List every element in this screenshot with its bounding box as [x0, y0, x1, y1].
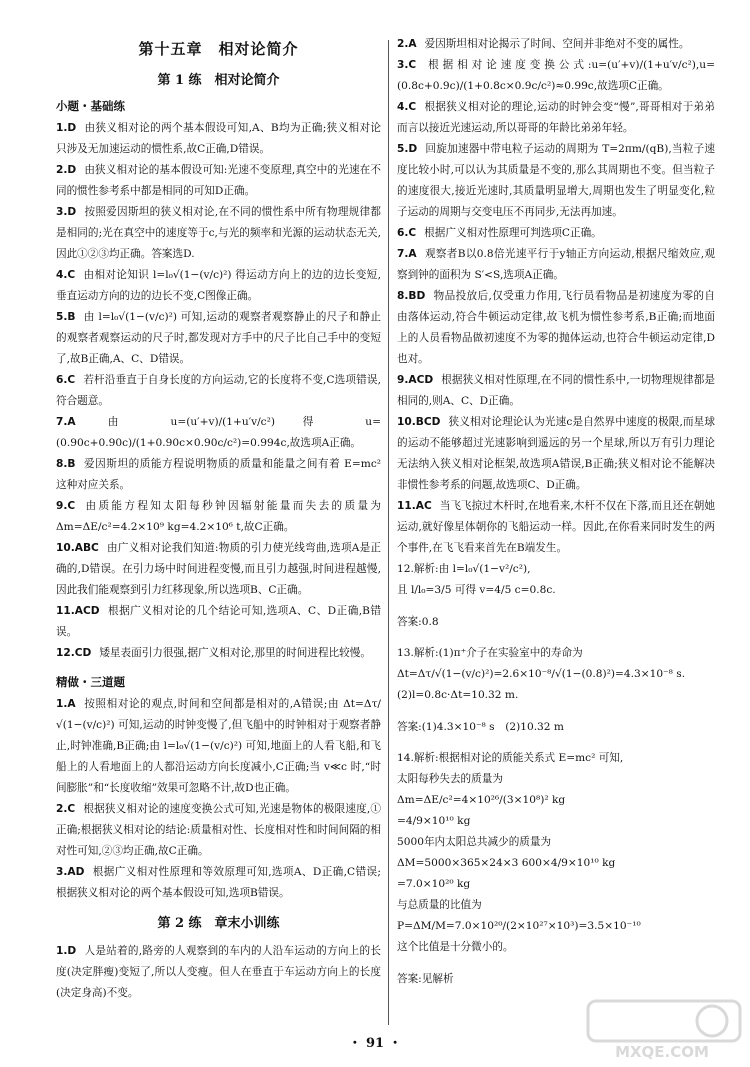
answer-key: 7.A	[397, 248, 417, 260]
watermark-logo	[584, 997, 744, 1063]
answer-explanation: 矮星表面引力很强,据广义相对论,那里的时间进程比较慢。	[99, 647, 371, 659]
answer-item	[56, 265, 381, 307]
answer-item	[56, 496, 381, 538]
answer-item	[397, 286, 715, 370]
left-column	[56, 34, 381, 1004]
answer-explanation: 根据广义相对性原理和等效原理可知,选项A、D正确,C错误;根据狭义相对论的两个基本假设可知,选项B错误。	[56, 866, 381, 899]
answer-item	[397, 496, 715, 559]
question-13	[397, 643, 715, 738]
basic-answers	[56, 118, 381, 664]
answer-explanation: 由 u=(u′+v)/(1+u′v/c²) 得 u=(0.90c+0.90c)/(1+0.90c×0.90c/c²)=0.994c,故选项A正确。	[56, 416, 381, 449]
answer-item	[56, 862, 381, 904]
answer-key: 11.AC	[397, 500, 432, 512]
answer-explanation: 由广义相对论我们知道:物质的引力使光线弯曲,选项A是正确的,D错误。在引力场中时间进程变慢,而且引力越强,时间进程越慢,因此我们能观察到引力红移现象,所以选项B、C正确。	[56, 542, 381, 596]
answer-key: 2.D	[56, 164, 77, 176]
answer-explanation: 由相对论知识 l=l₀√(1−(v/c)²) 得运动方向上的边的边长变短,垂直运动方向的边的边长不变,C图像正确。	[56, 269, 381, 302]
q13-formula: Δt=Δτ/√(1−(v/c)²)=2.6×10⁻⁸/√(1−(0.8)²)=4.3×10⁻⁸ s.	[397, 668, 686, 681]
answer-explanation: 当飞飞掠过木杆时,在地看来,木杆不仅在下落,而且还在朝她运动,就好像星体朝你的飞船运动一样。因此,在你看来同时发生的两个事件,在飞飞看来首先在B端发生。	[397, 500, 715, 554]
lesson-title-2: 第 2 练 章末小训练	[157, 916, 280, 931]
answer-key: 11.ACD	[56, 605, 100, 617]
answer-explanation: 由质能方程知太阳每秒钟因辐射能量而失去的质量为 Δm=ΔE/c²=4.2×10⁹ kg=4.2×10⁶ t,故C正确。	[56, 500, 381, 533]
page-number: ・ 91 ・	[348, 1036, 402, 1051]
review-answers	[56, 941, 381, 1004]
advanced-answers	[56, 694, 381, 904]
answer-item	[56, 118, 381, 160]
answer-item	[56, 538, 381, 601]
answer-explanation: 根据狭义相对论的速度变换公式可知,光速是物体的极限速度,①正确;根据狭义相对论的结论:质量相对性、长度相对性和时间间隔的相对性可知,②③均正确,故C正确。	[56, 803, 381, 857]
answer-key: 10.BCD	[397, 416, 441, 428]
answer-key: 6.C	[56, 374, 76, 386]
lesson-title-1: 第 1 练 相对论简介	[157, 73, 280, 88]
answer-key: 9.C	[56, 500, 76, 512]
answer-key: 9.ACD	[397, 374, 434, 386]
q13-answer: 答案:(1)4.3×10⁻⁸ s (2)10.32 m	[397, 720, 564, 733]
answer-item	[56, 454, 381, 496]
answer-explanation: 回旋加速器中带电粒子运动的周期为 T=2πm/(qB),当粒子速度比较小时,可以认为其质量是不变的,那么其周期也不变。但当粒子的速度很大,接近光速时,其质量明显增大,周期也发生了明显变化,粒子运动的周期与交变电压不再同步,无法再加速。	[397, 143, 715, 218]
answer-item	[397, 244, 715, 286]
answer-explanation: 按照爱因斯坦的狭义相对论,在不同的惯性系中所有物理规律都是相同的;光在真空中的速度等于c,与光的频率和光源的运动状态无关,因此①②③均正确。答案选D.	[56, 206, 381, 260]
answer-item	[56, 941, 381, 1004]
q12-line: 12.解析:由 l=l₀√(1−v²/c²),	[397, 563, 531, 575]
answer-key: 8.BD	[397, 290, 426, 302]
answer-key: 4.C	[397, 101, 417, 113]
answer-explanation: 根据狭义相对论的理论,运动的时钟会变“慢”,哥哥相对于弟弟而言以接近光速运动,所以哥哥的年龄比弟弟年轻。	[397, 101, 715, 134]
answer-item	[397, 370, 715, 412]
answer-key: 12.CD	[56, 647, 92, 659]
answer-explanation: 由狭义相对论的两个基本假设可知,A、B均为正确;狭义相对论只涉及无加速运动的惯性系,故C正确,D错误。	[56, 122, 381, 155]
q14-answer: 答案:见解析	[397, 972, 454, 985]
section-heading-basic: 小题・基础练	[56, 99, 125, 113]
q14-line: 太阳每秒失去的质量为	[397, 773, 503, 786]
q14-line: 这个比值是十分微小的。	[397, 941, 514, 954]
answer-item	[56, 694, 381, 799]
chapter-title: 第十五章 相对论简介	[138, 40, 299, 58]
answer-key: 2.A	[397, 38, 417, 50]
q14-formula: =7.0×10²⁰ kg	[397, 878, 471, 891]
answer-explanation: 根据广义相对论的几个结论可知,选项A、C、D正确,B错误。	[56, 605, 381, 638]
q14-formula: Δm=ΔE/c²=4×10²⁶/(3×10⁸)² kg	[397, 794, 566, 807]
answer-explanation: 由 l=l₀√(1−(v/c)²) 可知,运动的观察者观察静止的尺子和静止的观察者观察运动的尺子时,都发现对方手中的尺子比自己手中的变短了,故B正确,A、C、D错误。	[56, 311, 381, 365]
q14-formula: P=ΔM/M=7.0×10²⁰/(2×10²⁷×10³)=3.5×10⁻¹⁰	[397, 920, 641, 933]
answer-item	[397, 223, 715, 244]
column-divider	[388, 40, 389, 1025]
q14-formula: ΔM=5000×365×24×3 600×4/9×10¹⁰ kg	[397, 857, 616, 870]
answer-item	[56, 202, 381, 265]
answer-key: 1.A	[56, 698, 76, 710]
q14-line: 14.解析:根据相对论的质能关系式 E=mc² 可知,	[397, 752, 624, 765]
answer-item	[56, 307, 381, 370]
answer-explanation: 根据相对论速度变换公式:u=(u′+v)/(1+u′v/c²),u=(0.8c+0.9c)/(1+0.8c×0.9c/c²)≈0.99c,故选项C正确。	[397, 59, 715, 92]
answer-key: 3.AD	[56, 866, 85, 878]
answer-explanation: 人是站着的,路旁的人观察到的车内的人沿车运动的方向上的长度(决定胖瘦)变短了,所以人变瘦。但人在垂直于车运动方向上的长度(决定身高)不变。	[56, 945, 381, 999]
answer-item	[56, 601, 381, 643]
answer-item	[397, 97, 715, 139]
answer-explanation: 按照相对论的观点,时间和空间都是相对的,A错误;由 Δt=Δτ/√(1−(v/c)²) 可知,运动的时钟变慢了,但飞船中的时钟相对于观察者静止,时钟准确,B正确;由 l=l₀√(1−(v/c)²) 可知,地面上的人看飞船,和飞船上的人看地面上的人都沿运动方向长度减小,C正确;当 v≪c 时,“时间膨胀”和“长度收缩”效果可忽略不计,故D也正确。	[56, 698, 381, 794]
q13-line: 13.解析:(1)π⁺介子在实验室中的寿命为	[397, 647, 583, 660]
answer-explanation: 根据狭义相对性原理,在不同的惯性系中,一切物理规律都是相同的,则A、C、D正确。	[397, 374, 715, 407]
question-14	[397, 748, 715, 990]
answer-explanation: 狭义相对论理论认为光速c是自然界中速度的极限,而星球的运动不能够超过光速影响到遥远的另一个星球,所以万有引力理论无法纳入狭义相对论框架,故选项A错误,B正确;狭义相对论不能解决非惯性参考系的问题,故选项C、D正确。	[397, 416, 715, 491]
answer-key: 5.D	[397, 143, 418, 155]
answer-explanation: 根据广义相对性原理可判选项C正确。	[424, 227, 602, 239]
answer-key: 8.B	[56, 458, 76, 470]
answer-key: 1.D	[56, 122, 77, 134]
q12-line: 且 l/l₀=3/5 可得 v=4/5 c=0.8c.	[397, 584, 556, 596]
question-12	[397, 559, 715, 633]
q14-line: 5000年内太阳总共减少的质量为	[397, 836, 552, 849]
q13-line: (2)l=0.8c·Δt=10.32 m.	[397, 689, 519, 702]
answer-key: 7.A	[56, 416, 76, 428]
answer-key: 6.C	[397, 227, 417, 239]
answer-explanation: 观察者B以0.8倍光速平行于y轴正方向运动,根据尺缩效应,观察到钟的面积为 S′<S,选项A正确。	[397, 248, 715, 281]
answer-item	[56, 160, 381, 202]
q14-formula: =4/9×10¹⁰ kg	[397, 815, 471, 828]
answer-key: 5.B	[56, 311, 76, 323]
answer-item	[56, 799, 381, 862]
review-answers-continued	[397, 34, 715, 559]
answer-item	[397, 34, 715, 55]
answer-key: 1.D	[56, 945, 77, 957]
q14-line: 与总质量的比值为	[397, 899, 482, 912]
answer-key: 2.C	[56, 803, 76, 815]
answer-item	[397, 55, 715, 97]
answer-item	[56, 370, 381, 412]
answer-explanation: 爱因斯坦的质能方程说明物质的质量和能量之间有着 E=mc² 这种对应关系。	[56, 458, 381, 491]
right-column	[397, 34, 715, 1001]
answer-explanation: 爱因斯坦相对论揭示了时间、空间并非绝对不变的属性。	[424, 38, 690, 50]
answer-item	[56, 412, 381, 454]
answer-key: 3.D	[56, 206, 77, 218]
answer-key: 3.C	[397, 59, 417, 71]
q12-answer: 答案:0.8	[397, 615, 439, 628]
answer-item	[397, 139, 715, 223]
answer-item	[56, 643, 381, 664]
answer-key: 4.C	[56, 269, 76, 281]
answer-explanation: 物品投放后,仅受重力作用,飞行员看物品是初速度为零的自由落体运动,符合牛顿运动定律,故飞机为惯性参考系,B正确;而地面上的人员看物品做初速度不为零的抛体运动,也符合牛顿运动定律,D也对。	[397, 290, 715, 365]
watermark-text: MXQE.COM	[615, 1043, 709, 1061]
answer-key: 10.ABC	[56, 542, 99, 554]
answer-item	[397, 412, 715, 496]
section-heading-advanced: 精做・三道题	[56, 675, 125, 689]
answer-explanation: 由狭义相对论的基本假设可知:光速不变原理,真空中的光速在不同的惯性参考系中都是相同的可知D正确。	[56, 164, 381, 197]
answer-explanation: 若杆沿垂直于自身长度的方向运动,它的长度将不变,C选项错误,符合题意。	[56, 374, 381, 407]
